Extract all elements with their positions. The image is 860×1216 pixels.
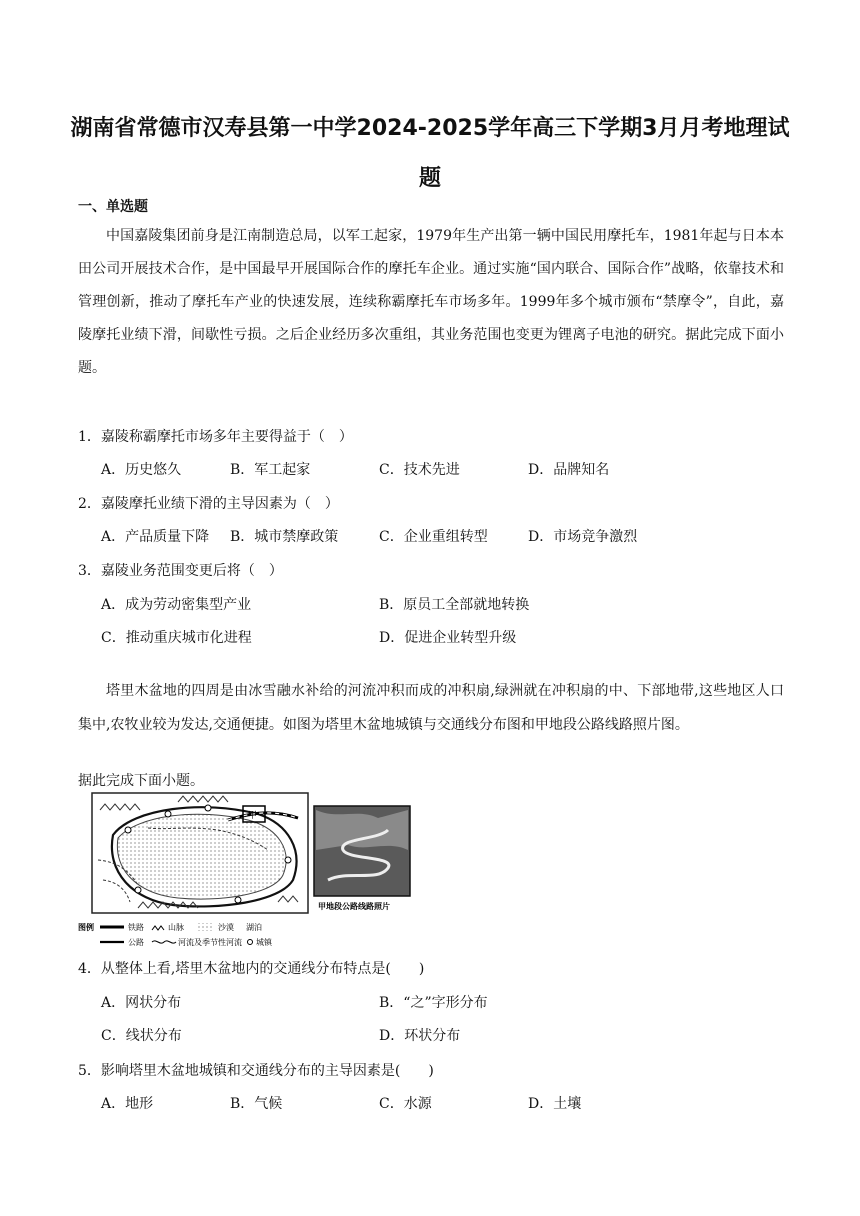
legend-river: 河流及季节性河流 (178, 938, 242, 947)
question-5-option-a[interactable]: A．地形 (101, 1096, 154, 1112)
question-2-option-d[interactable]: D．市场竞争激烈 (528, 529, 638, 545)
town (285, 857, 291, 863)
question-4-stem: 4．从整体上看,塔里木盆地内的交通线分布特点是( ) (78, 961, 425, 977)
question-4-option-a[interactable]: A．网状分布 (101, 995, 182, 1011)
question-5-option-c[interactable]: C．水源 (379, 1096, 432, 1112)
question-2-option-b[interactable]: B．城市禁摩政策 (230, 529, 339, 545)
question-1-option-d[interactable]: D．品牌知名 (528, 462, 610, 478)
question-3-option-c[interactable]: C．推动重庆城市化进程 (101, 630, 252, 646)
question-4-option-d[interactable]: D．环状分布 (379, 1028, 461, 1044)
legend-desert-symbol (196, 923, 214, 931)
question-2-option-a[interactable]: A．产品质量下降 (101, 529, 210, 545)
question-1-option-a[interactable]: A．历史悠久 (101, 462, 182, 478)
tarim-figure (78, 790, 418, 950)
town (135, 887, 141, 893)
legend-road: 公路 (128, 938, 144, 947)
question-1-option-b[interactable]: B．军工起家 (230, 462, 311, 478)
legend-town-symbol (248, 940, 253, 945)
question-5-stem: 5．影响塔里木盆地城镇和交通线分布的主导因素是( ) (78, 1063, 434, 1079)
legend-desert: 沙漠 (218, 923, 234, 932)
question-2-option-c[interactable]: C．企业重组转型 (379, 529, 488, 545)
jia-label: 甲 (248, 811, 258, 821)
legend-river-symbol (152, 941, 176, 943)
legend-town: 城镇 (256, 938, 272, 947)
passage-2-tail: 据此完成下面小题。 (78, 773, 204, 789)
question-4-option-b[interactable]: B．“之”字形分布 (379, 995, 488, 1011)
tarim-basin-map (78, 790, 418, 955)
legend-title: 图例 (78, 923, 94, 932)
question-5-option-d[interactable]: D．土壤 (528, 1096, 582, 1112)
section-heading: 一、单选题 (78, 199, 148, 215)
question-1-option-c[interactable]: C．技术先进 (379, 462, 460, 478)
legend-rail: 铁路 (128, 923, 144, 932)
passage-1: 中国嘉陵集团前身是江南制造总局，以军工起家，1979年生产出第一辆中国民用摩托车，1981年起与日本本田公司开展技术合作，是中国最早开展国际合作的摩托车企业。通过实施“国内联合、国际合作”战略，依靠技术和管理创新，推动了摩托车产业的快速发展，连续称霸摩托车市场多年。1999年多个城市颁布“禁摩令”，自此，嘉陵摩托业绩下滑，间歇性亏损。之后企业经历多次重组，其业务范围也变更为锂离子电池的研究。据此完成下面小题。 (78, 228, 784, 376)
town (205, 805, 211, 811)
town (165, 811, 171, 817)
passage-2: 塔里木盆地的四周是由冰雪融水补给的河流冲积而成的冲积扇,绿洲就在冲积扇的中、下部地带,这些地区人口集中,农牧业较为发达,交通便捷。如图为塔里木盆地城镇与交通线分布图和甲地段公路线路照片图。 (78, 683, 784, 733)
legend-mountain: 山脉 (168, 923, 184, 932)
town (235, 897, 241, 903)
town (125, 827, 131, 833)
question-5-option-b[interactable]: B．气候 (230, 1096, 283, 1112)
question-4-option-c[interactable]: C．线状分布 (101, 1028, 182, 1044)
photo-caption: 甲地段公路线路照片 (318, 902, 390, 911)
question-3-option-b[interactable]: B．原员工全部就地转换 (379, 597, 530, 613)
page-title: 湖南省常德市汉寿县第一中学2024-2025学年高三下学期3月月考地理试题 (70, 116, 790, 191)
legend-lake: 湖泊 (246, 923, 262, 932)
question-3-option-d[interactable]: D．促进企业转型升级 (379, 630, 517, 646)
desert-area (117, 814, 286, 899)
question-1-stem: 1．嘉陵称霸摩托市场多年主要得益于（ ） (78, 429, 353, 445)
question-3-option-a[interactable]: A．成为劳动密集型产业 (101, 597, 252, 613)
question-3-stem: 3．嘉陵业务范围变更后将（ ） (78, 563, 283, 579)
legend-mountain-symbol (152, 926, 164, 930)
question-2-stem: 2．嘉陵摩托业绩下滑的主导因素为（ ） (78, 496, 339, 512)
